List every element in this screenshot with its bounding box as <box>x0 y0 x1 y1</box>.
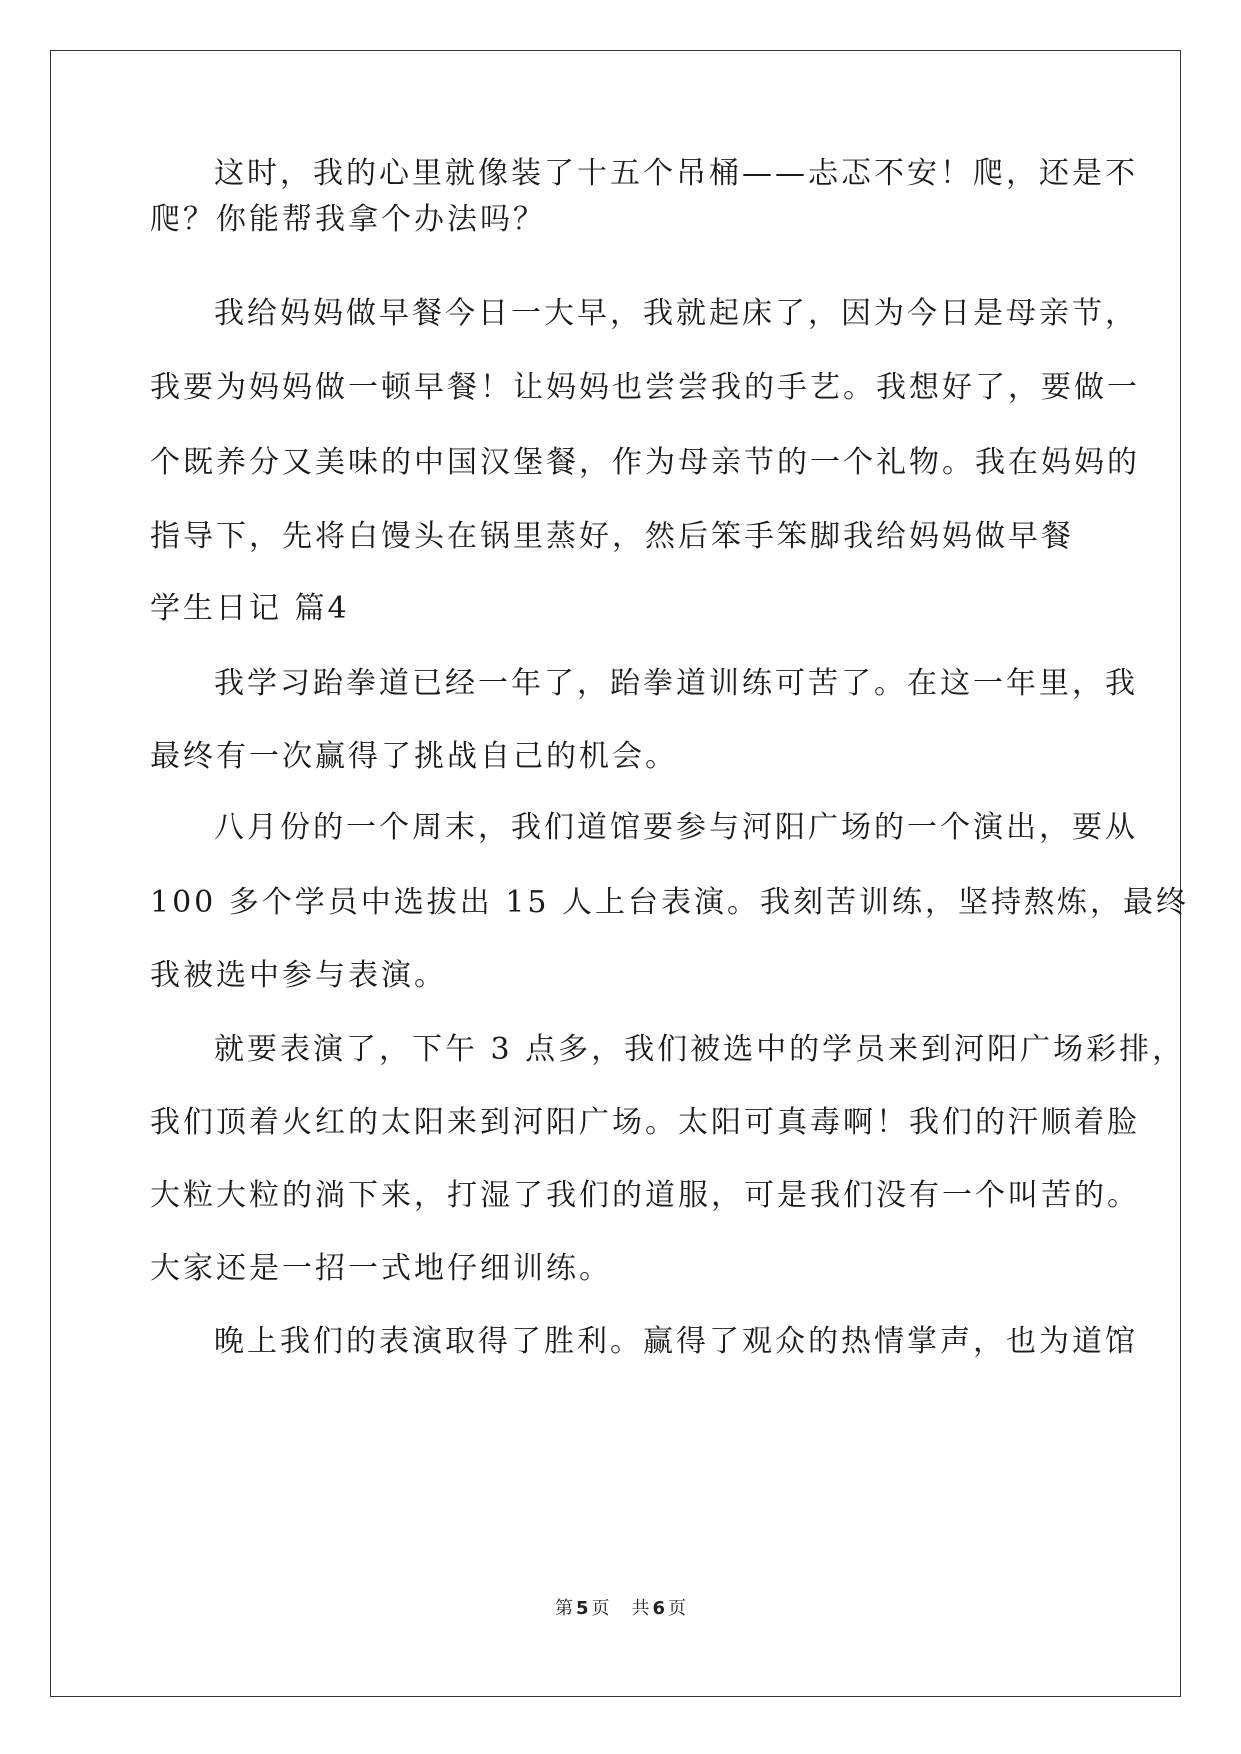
page-suffix: 页 <box>591 1598 610 1619</box>
paragraph-line: 晚上我们的表演取得了胜利。赢得了观众的热情掌声，也为道馆 <box>214 1324 1138 1359</box>
total-page-count: 6 <box>652 1598 666 1619</box>
paragraph-line: 我要为妈妈做一顿早餐！让妈妈也尝尝我的手艺。我想好了，要做一 <box>150 370 1140 405</box>
paragraph-line: 就要表演了，下午 3 点多，我们被选中的学员来到河阳广场彩排， <box>214 1032 1186 1067</box>
paragraph-line: 八月份的一个周末，我们道馆要参与河阳广场的一个演出，要从 <box>214 810 1138 845</box>
paragraph-line: 我给妈妈做早餐今日一大早，我就起床了，因为今日是母亲节， <box>214 296 1138 331</box>
page-prefix: 第 <box>554 1598 573 1619</box>
total-suffix: 页 <box>668 1598 687 1619</box>
paragraph-line: 这时，我的心里就像装了十五个吊桶——忐忑不安！爬，还是不 <box>214 156 1138 191</box>
paragraph-line: 大粒大粒的淌下来，打湿了我们的道服，可是我们没有一个叫苦的。 <box>150 1178 1140 1213</box>
paragraph-line: 最终有一次赢得了挑战自己的机会。 <box>150 739 678 774</box>
section-heading: 学生日记 篇4 <box>150 591 350 626</box>
total-prefix: 共 <box>631 1598 650 1619</box>
paragraph-line: 我们顶着火红的太阳来到河阳广场。太阳可真毒啊！我们的汗顺着脸 <box>150 1105 1140 1140</box>
paragraph-line: 我被选中参与表演。 <box>150 958 447 993</box>
paragraph-line: 大家还是一招一式地仔细训练。 <box>150 1251 612 1286</box>
page-footer <box>0 1597 1241 1621</box>
paragraph-line: 个既养分又美味的中国汉堡餐，作为母亲节的一个礼物。我在妈妈的 <box>150 445 1140 480</box>
paragraph-line: 爬？你能帮我拿个办法吗？ <box>150 202 546 237</box>
current-page-number: 5 <box>575 1598 589 1619</box>
paragraph-line: 100 多个学员中选拔出 15 人上台表演。我刻苦训练，坚持熬炼，最终 <box>150 885 1190 920</box>
paragraph-line: 我学习跆拳道已经一年了，跆拳道训练可苦了。在这一年里，我 <box>214 666 1138 701</box>
paragraph-line: 指导下，先将白馒头在锅里蒸好，然后笨手笨脚我给妈妈做早餐 <box>150 519 1074 554</box>
